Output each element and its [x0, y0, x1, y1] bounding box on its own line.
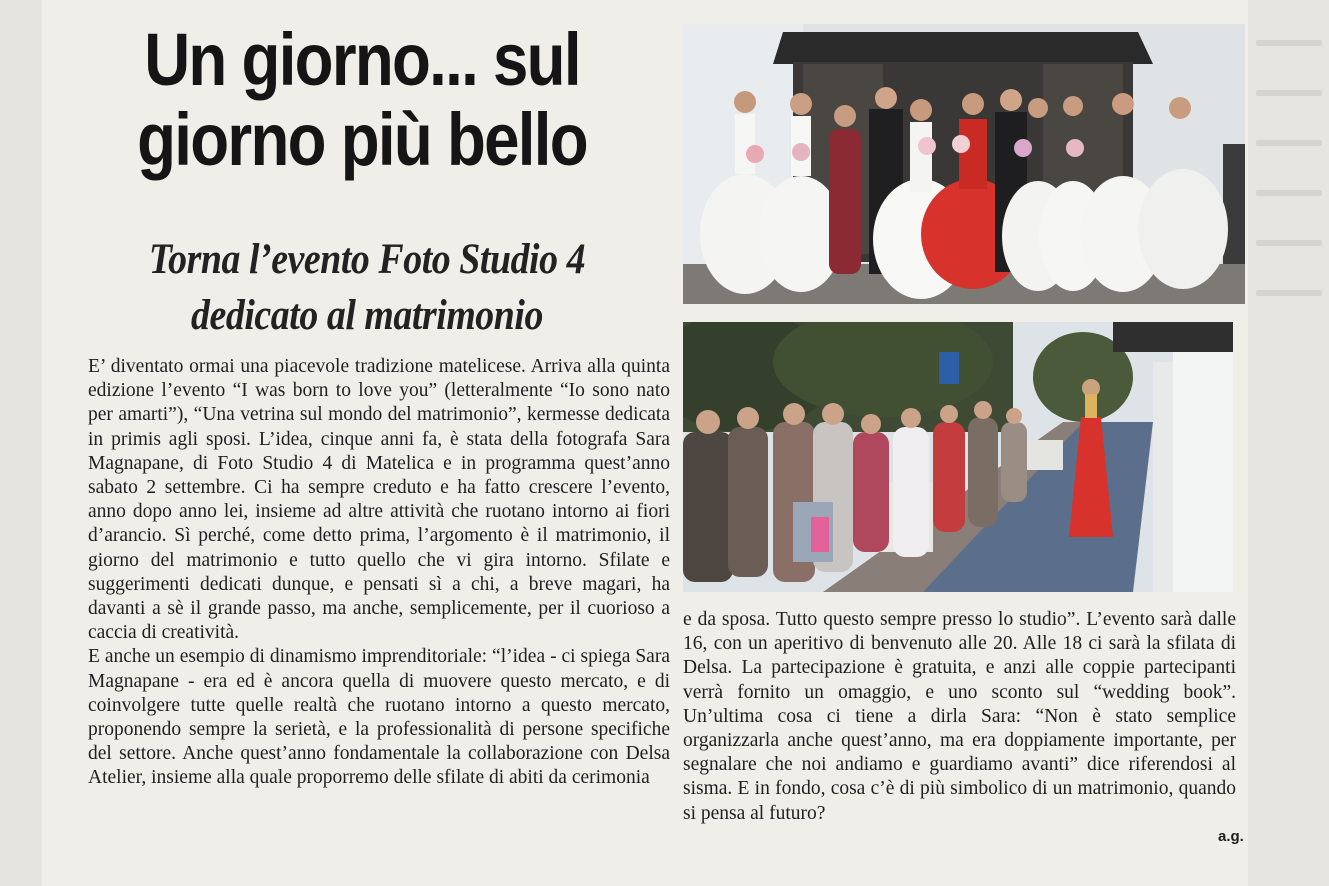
author-signature: a.g.: [1218, 828, 1244, 845]
photo-fashion-show-crowd: [683, 322, 1233, 592]
article-paragraph-2: E anche un esempio di dinamismo imprenditoriale: “l’idea - ci spiega Sara Magnapane - era ed è ancora quella di muovere questo mercato, e di coinvolgere tutte quelle realtà che ruotano intorno a questo mercato, proponendo sempre la serietà, e la professionalità di persone specifiche del settore. Anche quest’anno fondamentale la collaborazione con Delsa Atelier, insieme alla quale proporremo delle sfilate di abiti da cerimonia: [88, 646, 670, 789]
headline-line-1: Un giorno... sul: [144, 18, 580, 101]
adjacent-page-bleed: [1248, 0, 1329, 886]
article-column-right: [683, 608, 1236, 826]
bridal-group-image: [683, 24, 1245, 304]
adjacent-page-margin: [0, 0, 42, 886]
headline-line-2: giorno più bello: [137, 98, 587, 181]
article-column-left: [88, 355, 670, 791]
subheadline-line-2: dedicato al matrimonio: [191, 292, 543, 339]
fashion-show-image: [683, 322, 1233, 592]
subheadline: [116, 232, 618, 344]
headline: [104, 20, 620, 180]
article-paragraph-1: E’ diventato ormai una piacevole tradizione matelicese. Arriva alla quinta edizione l’evento “I was born to love you” (letteralmente “Io sono nato per amarti”), “Una vetrina sul mondo del matrimonio”, kermesse dedicata in primis agli sposi. L’idea, cinque anni fa, è stata della fotografa Sara Magnapane, di Foto Studio 4 di Matelica e in programma quest’anno sabato 2 settembre. Ci ha sempre creduto e ha fatto crescere l’evento, anno dopo anno lei, insieme ad altre attività che ruotano intorno ai fiori d’arancio. Sì perché, come detto prima, l’argomento è il matrimonio, il giorno del matrimonio e tutto quello che vi gira intorno. Sfilate e suggerimenti dedicati dunque, e pensati sì a chi, a breve magari, ha davanti a sè il grande passo, ma anche, semplicemente, per il cuorioso a caccia di creatività.: [88, 356, 670, 644]
photo-bridal-group: [683, 24, 1245, 304]
article-paragraph-3: e da sposa. Tutto questo sempre presso lo studio”. L’evento sarà dalle 16, con un aperitivo di benvenuto alle 20. Alle 18 ci sarà la sfilata di Delsa. La partecipazione è gratuita, e anzi alle coppie partecipanti verrà fornito un omaggio, e uno sconto sul “wedding book”. Un’ultima cosa ci tiene a dirla Sara: “Non è stato semplice organizzarla anche quest’anno, ma era doppiamente importante, per segnalare che noi andiamo e guardiamo avanti” dice riferendosi al sisma. E in fondo, cosa c’è di più simbolico di un matrimonio, quando si pensa al futuro?: [683, 609, 1236, 824]
subheadline-line-1: Torna l’evento Foto Studio 4: [148, 236, 586, 283]
